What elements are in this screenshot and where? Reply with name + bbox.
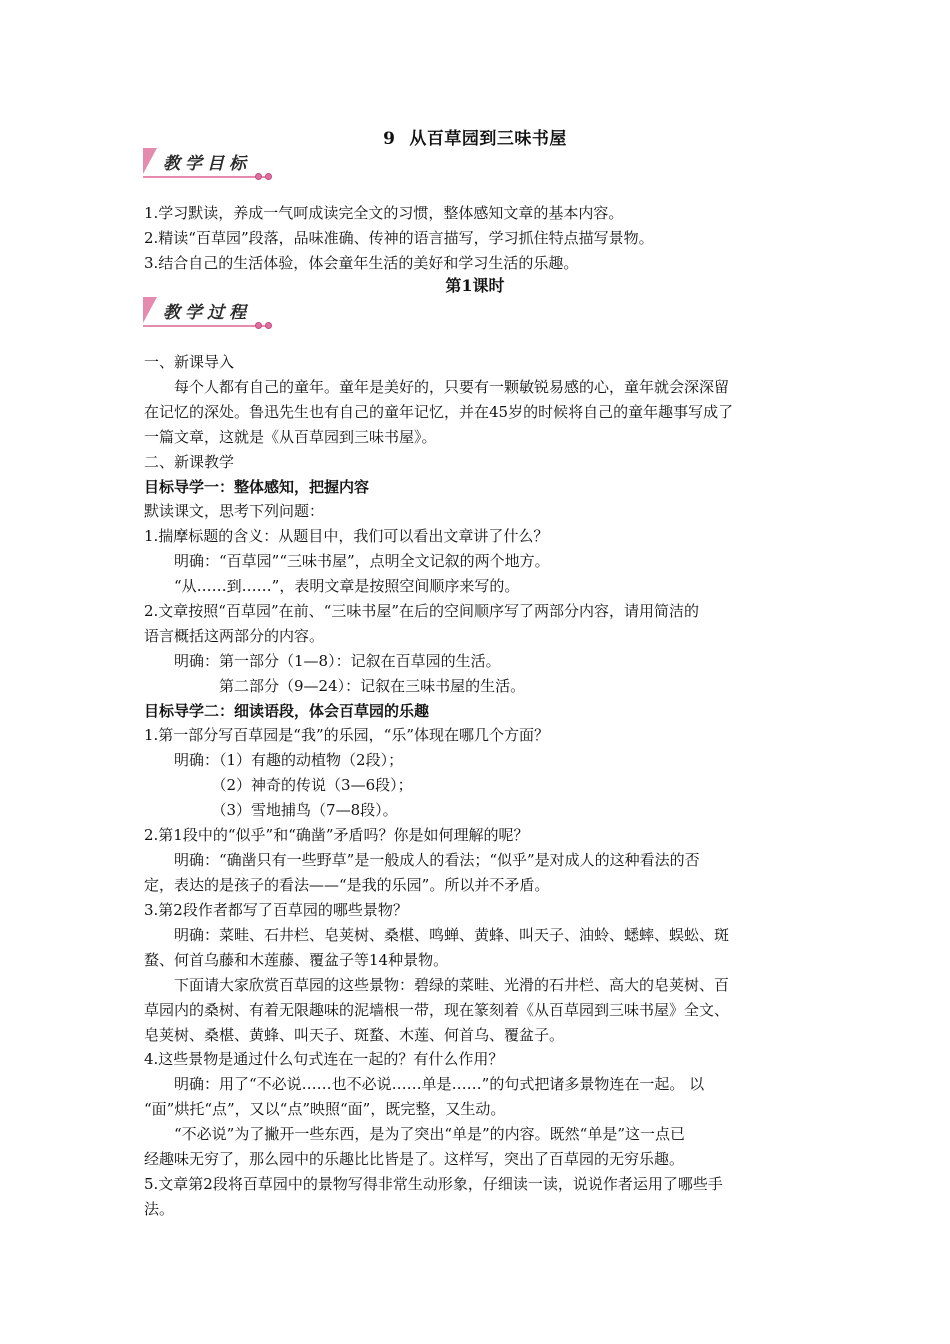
banner-ribbon-icon: [143, 297, 157, 323]
banner-dot-icon: [265, 173, 272, 180]
body-line: 默读课文，思考下列问题：: [144, 502, 325, 520]
body-line: “不必说”为了撇开一些东西，是为了突出“单是”的内容。既然“单是”这一点已: [144, 1125, 686, 1143]
section-heading: 目标导学二：细读语段，体会百草园的乐趣: [144, 702, 430, 720]
document-title: [0, 124, 950, 149]
body-line: 草园内的桑树、有着无限趣味的泥墙根一带，现在篆刻着《从百草园到三味书屋》全文、: [144, 1001, 730, 1019]
body-line: 2.第1段中的“似乎”和“确凿”矛盾吗？你是如何理解的呢？: [144, 826, 529, 844]
goal-line: 3.结合自己的生活体验，体会童年生活的美好和学习生活的乐趣。: [144, 254, 579, 272]
banner-label: 教学目标: [163, 154, 251, 174]
body-line: 明确：（1）有趣的动植物（2段）；: [144, 751, 404, 769]
lesson-title: 从百草园到三味书屋: [409, 129, 567, 149]
body-line: 明确：用了“不必说……也不必说……单是……”的句式把诸多景物连在一起。 以: [144, 1075, 705, 1093]
body-line: 皂荚树、桑椹、黄蜂、叫天子、斑蝥、木莲、何首乌、覆盆子。: [144, 1026, 565, 1044]
banner-ribbon-icon: [143, 148, 157, 174]
body-line: 1.揣摩标题的含义：从题目中，我们可以看出文章讲了什么？: [144, 527, 549, 545]
goal-line: 2.精读“百草园”段落，品味准确、传神的语言描写，学习抓住特点描写景物。: [144, 229, 654, 247]
banner-rule: [143, 325, 271, 327]
body-line: 2.文章按照“百草园”在前、“三味书屋”在后的空间顺序写了两部分内容，请用简洁的: [144, 602, 699, 620]
body-line: 法。: [144, 1200, 175, 1218]
lesson-number: 9: [383, 129, 396, 149]
body-line: 5.文章第2段将百草园中的景物写得非常生动形象，仔细读一读，说说作者运用了哪些手: [144, 1175, 723, 1193]
body-line: 二、新课教学: [144, 453, 235, 471]
body-line: 4.这些景物是通过什么句式连在一起的？有什么作用？: [144, 1050, 504, 1068]
body-line: 一、新课导入: [144, 353, 235, 371]
body-line: “从……到……”，表明文章是按照空间顺序来写的。: [144, 577, 520, 595]
body-line: 第二部分（9—24）：记叙在三味书屋的生活。: [144, 677, 526, 695]
body-line: 每个人都有自己的童年。童年是美好的，只要有一颗敏锐易感的心，童年就会深深留: [144, 378, 730, 396]
body-line: 1.第一部分写百草园是“我”的乐园，“乐”体现在哪几个方面？: [144, 726, 549, 744]
banner-rule: [143, 176, 271, 178]
banner-teaching-process: [143, 297, 283, 331]
body-line: 一篇文章，这就是《从百草园到三味书屋》。: [144, 428, 437, 446]
banner-dot-icon: [265, 322, 272, 329]
banner-label: 教学过程: [163, 303, 251, 323]
body-line: 蝥、何首乌藤和木莲藤、覆盆子等14种景物。: [144, 951, 449, 969]
banner-dot-icon: [255, 322, 262, 329]
lesson-heading: 第1课时: [445, 276, 505, 295]
banner-teaching-goals: [143, 148, 283, 182]
body-line: 明确：“确凿只有一些野草”是一般成人的看法；“似乎”是对成人的这种看法的否: [144, 851, 700, 869]
body-line: 语言概括这两部分的内容。: [144, 627, 325, 645]
body-line: （3）雪地捕鸟（7—8段）。: [144, 801, 398, 819]
body-line: 在记忆的深处。鲁迅先生也有自己的童年记忆，并在45岁的时候将自己的童年趣事写成了: [144, 403, 734, 421]
goal-line: 1.学习默读，养成一气呵成读完全文的习惯，整体感知文章的基本内容。: [144, 204, 624, 222]
body-line: 明确：第一部分（1—8）：记叙在百草园的生活。: [144, 652, 501, 670]
body-line: 明确：菜畦、石井栏、皂荚树、桑椹、鸣蝉、黄蜂、叫天子、油蛉、蟋蟀、蜈蚣、斑: [144, 926, 730, 944]
body-line: 明确：“百草园”“三味书屋”，点明全文记叙的两个地方。: [144, 552, 550, 570]
banner-dot-icon: [255, 173, 262, 180]
body-line: 经趣味无穷了，那么园中的乐趣比比皆是了。这样写，突出了百草园的无穷乐趣。: [144, 1150, 685, 1168]
body-line: 定，表达的是孩子的看法——“是我的乐园”。所以并不矛盾。: [144, 876, 550, 894]
body-line: （2）神奇的传说（3—6段）；: [144, 776, 413, 794]
body-line: 3.第2段作者都写了百草园的哪些景物？: [144, 901, 408, 919]
section-heading: 目标导学一：整体感知，把握内容: [144, 478, 370, 496]
body-line: “面”烘托“点”，又以“点”映照“面”，既完整，又生动。: [144, 1100, 506, 1118]
body-line: 下面请大家欣赏百草园的这些景物：碧绿的菜畦、光滑的石井栏、高大的皂荚树、百: [144, 976, 730, 994]
